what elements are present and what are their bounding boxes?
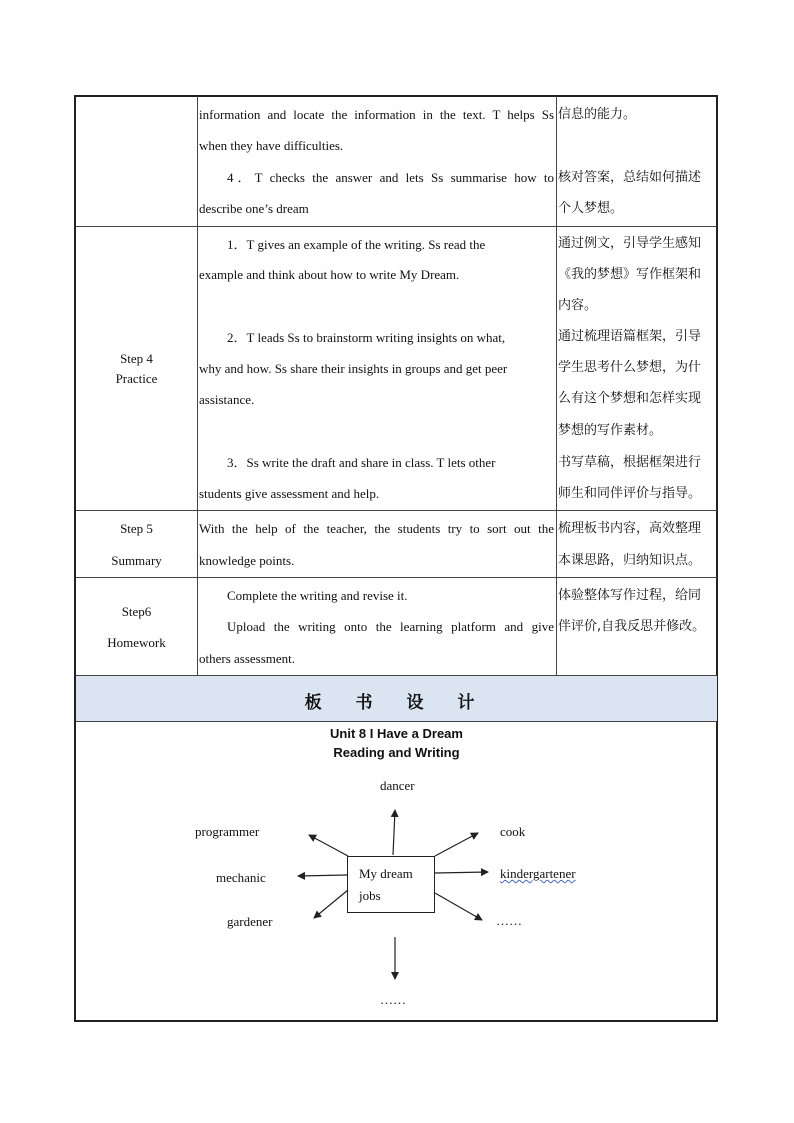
step-label: Summary bbox=[111, 553, 162, 568]
column-divider bbox=[556, 96, 557, 675]
purpose-text: 核对答案，总结如何描述 bbox=[558, 170, 702, 185]
process-text: 2．T leads Ss to brainstorm writing insights on what, bbox=[227, 330, 506, 345]
process-text: when they have difficulties. bbox=[199, 138, 344, 153]
row-divider bbox=[76, 577, 717, 578]
center-label: My dream bbox=[359, 866, 413, 881]
board-subtitle: Reading and Writing bbox=[333, 745, 460, 760]
process-text: information and locate the information in the text. T helps Ss bbox=[199, 107, 554, 122]
board-design-heading: 板 书 设 计 bbox=[304, 693, 489, 713]
process-text: knowledge points. bbox=[199, 553, 295, 568]
process-text: 1．T gives an example of the writing. Ss read the bbox=[227, 237, 486, 252]
purpose-text: 书写草稿，根据框架进行 bbox=[558, 455, 702, 470]
job-more-right: …… bbox=[496, 913, 522, 928]
purpose-text: 伴评价,自我反思并修改。 bbox=[558, 619, 706, 634]
step-label: Step 4 bbox=[120, 351, 153, 366]
process-text: 4．T checks the answer and lets Ss summarise how to bbox=[227, 170, 554, 185]
purpose-text: 通过梳理语篇框架，引导 bbox=[558, 329, 702, 344]
process-text: 3．Ss write the draft and share in class. T lets other bbox=[227, 455, 496, 470]
step-label: Step 5 bbox=[120, 521, 153, 536]
purpose-text: 个人梦想。 bbox=[558, 201, 624, 216]
process-text: others assessment. bbox=[199, 651, 296, 666]
row-divider bbox=[76, 226, 717, 227]
process-text: Upload the writing onto the learning platform and give bbox=[227, 619, 554, 634]
job-more-bottom: …… bbox=[380, 992, 406, 1007]
job-gardener: gardener bbox=[227, 914, 273, 929]
job-kindergartener: kindergartener bbox=[500, 866, 576, 881]
column-divider bbox=[197, 96, 198, 675]
row-divider bbox=[76, 721, 717, 722]
center-box bbox=[347, 856, 435, 913]
row-divider bbox=[76, 510, 717, 511]
purpose-text: 学生思考什么梦想，为什 bbox=[558, 360, 702, 375]
process-text: With the help of the teacher, the students try to sort out the bbox=[199, 521, 554, 536]
job-mechanic: mechanic bbox=[216, 870, 266, 885]
process-text: describe one’s dream bbox=[199, 201, 309, 216]
purpose-text: 通过例文，引导学生感知 bbox=[558, 236, 702, 251]
process-text: example and think about how to write My Dream. bbox=[199, 267, 460, 282]
process-text: Complete the writing and revise it. bbox=[227, 588, 408, 603]
purpose-text: 体验整体写作过程，给同 bbox=[558, 588, 702, 603]
purpose-text: 《我的梦想》写作框架和 bbox=[558, 267, 702, 282]
step-label: Step6 bbox=[121, 604, 152, 619]
purpose-text: 内容。 bbox=[558, 298, 598, 313]
step-label: Practice bbox=[115, 371, 158, 386]
step-label: Homework bbox=[107, 635, 166, 650]
job-cook: cook bbox=[500, 824, 526, 839]
purpose-text: 师生和同伴评价与指导。 bbox=[558, 486, 702, 501]
process-text: assistance. bbox=[199, 392, 255, 407]
board-title: Unit 8 I Have a Dream bbox=[330, 726, 463, 741]
job-dancer: dancer bbox=[380, 778, 415, 793]
job-programmer: programmer bbox=[195, 824, 260, 839]
center-label: jobs bbox=[359, 888, 381, 903]
purpose-text: 信息的能力。 bbox=[558, 107, 637, 122]
purpose-text: 么有这个梦想和怎样实现 bbox=[558, 391, 702, 406]
purpose-text: 本课思路，归纳知识点。 bbox=[558, 553, 702, 568]
purpose-text: 梳理板书内容，高效整理 bbox=[558, 521, 702, 536]
process-text: why and how. Ss share their insights in groups and get peer bbox=[199, 361, 508, 376]
purpose-text: 梦想的写作素材。 bbox=[558, 423, 663, 438]
process-text: students give assessment and help. bbox=[199, 486, 380, 501]
